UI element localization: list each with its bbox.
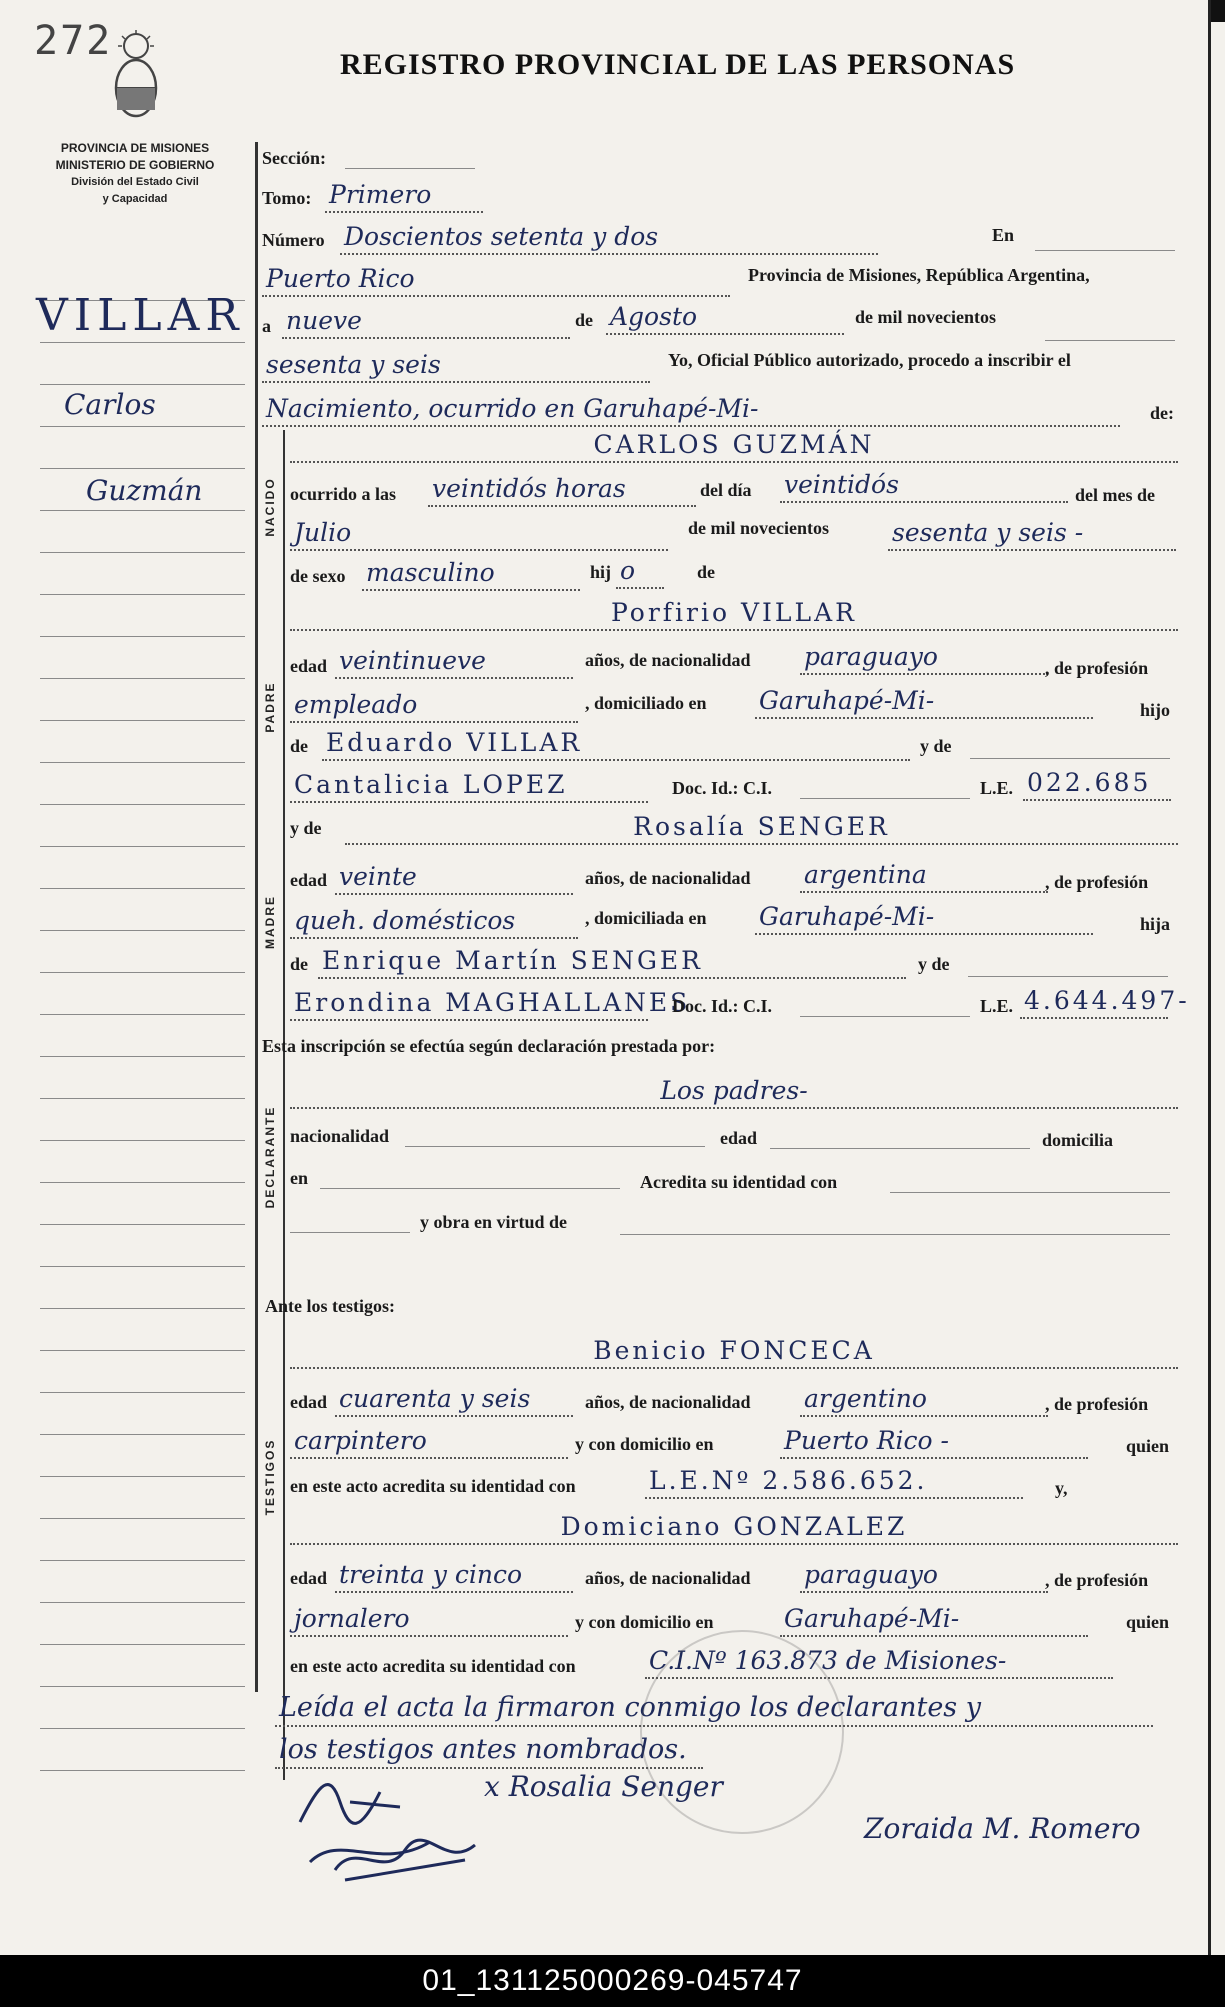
testigo-2-dom: Garuhapé-Mi-	[780, 1604, 1088, 1637]
margin-rule	[40, 1182, 245, 1183]
testigo-2-nombre: Domiciano GONZALEZ	[290, 1512, 1178, 1545]
margin-rule	[40, 426, 245, 427]
declaracion-label: Esta inscripción se efectúa según declaración prestada por:	[262, 1036, 716, 1056]
margin-surname: VILLAR	[36, 290, 245, 341]
closing-line-1: Leída el acta la firmaron conmigo los declarantes y	[275, 1692, 1153, 1727]
madre-nombre: Rosalía SENGER	[345, 812, 1178, 845]
margin-rule	[40, 1476, 245, 1477]
margin-rule	[40, 594, 245, 595]
margin-rule	[40, 930, 245, 931]
margin-rule	[40, 762, 245, 763]
margin-rule	[40, 1770, 245, 1771]
padre-de-label: de	[290, 736, 308, 756]
margin-name-2: Guzmán	[86, 474, 203, 507]
closing-line-2: los testigos antes nombrados.	[275, 1734, 703, 1769]
madre-padre-de: Enrique Martín SENGER	[318, 946, 906, 979]
testigo-1-prof: carpintero	[290, 1426, 568, 1459]
nacido-de-label: de	[697, 562, 715, 582]
margin-rule	[40, 846, 245, 847]
margin-rule	[40, 1308, 245, 1309]
nacido-del-dia-label: del día	[700, 480, 752, 500]
section-padre-label: PADRE	[263, 681, 277, 733]
madre-yde-label: y de	[290, 818, 322, 838]
dia-value: nueve	[282, 306, 570, 339]
declarante-obra-rule-left	[290, 1232, 410, 1233]
padre-edad-label: edad	[290, 656, 328, 676]
declarante-en-rule	[320, 1188, 620, 1189]
padre-dom-value: Garuhapé-Mi-	[755, 686, 1093, 719]
nacido-sexo-label: de sexo	[290, 566, 346, 586]
ministry-line-2: MINISTERIO DE GOBIERNO	[55, 158, 215, 172]
padre-hijo-label: hijo	[1140, 700, 1171, 720]
testigo-1-nac-label: años, de nacionalidad	[585, 1392, 751, 1412]
en-label: En	[992, 225, 1015, 245]
testigo-2-nac-label: años, de nacionalidad	[585, 1568, 751, 1588]
padre-edad-value: veintinueve	[335, 646, 573, 679]
testigo-2-acredita-label: en este acto acredita su identidad con	[290, 1656, 576, 1676]
nacido-mes-value: Julio	[290, 518, 668, 551]
testigo-1-dom-label: y con domicilio en	[575, 1434, 714, 1454]
testigo-1-y: y,	[1055, 1478, 1068, 1498]
padre-nac-value: paraguayo	[800, 642, 1048, 675]
margin-rule	[40, 1434, 245, 1435]
mil-label: de mil novecientos	[855, 307, 996, 327]
section-madre-label: MADRE	[263, 895, 277, 949]
margin-rule	[40, 1560, 245, 1561]
tomo-label: Tomo:	[262, 188, 312, 208]
padre-nac-label: años, de nacionalidad	[585, 650, 751, 670]
declarante-nac-rule	[405, 1146, 705, 1147]
page-edge-line	[1208, 0, 1211, 1955]
declarante-edad-label: edad	[720, 1128, 758, 1148]
testigo-2-edad: treinta y cinco	[335, 1560, 573, 1593]
nacido-dia-value: veintidós	[780, 470, 1068, 503]
seccion-label: Sección:	[262, 148, 326, 168]
testigo-2-dom-label: y con domicilio en	[575, 1612, 714, 1632]
nacido-hijo-label: hij	[590, 562, 612, 582]
ministry-line-1: PROVINCIA DE MISIONES	[60, 141, 210, 155]
testigo-1-nombre: Benicio FONCECA	[290, 1336, 1178, 1369]
madre-de-label: de	[290, 954, 308, 974]
page-number: 272	[34, 18, 113, 64]
declarante-acredita-rule	[890, 1192, 1170, 1193]
madre-madre-de: Erondina MAGHALLANES	[290, 988, 648, 1021]
nacido-nombre: CARLOS GUZMÁN	[290, 430, 1178, 463]
margin-name-1: Carlos	[64, 388, 156, 421]
declarante-edad-rule	[770, 1148, 1030, 1149]
testigo-1-acredita-label: en este acto acredita su identidad con	[290, 1476, 576, 1496]
madre-yde2-label: y de	[918, 954, 950, 974]
a-label: a	[262, 316, 271, 336]
declarante-obra-rule	[620, 1234, 1170, 1235]
padre-doc-rule	[800, 798, 970, 799]
testigo-1-doc: L.E.Nº 2.586.652.	[645, 1466, 1023, 1499]
testigo-1-nac: argentino	[800, 1384, 1048, 1417]
margin-rule	[40, 1014, 245, 1015]
madre-nac-label: años, de nacionalidad	[585, 868, 751, 888]
declarante-domicilio-label: domicilia	[1042, 1130, 1113, 1150]
nacido-mil-label: de mil novecientos	[688, 518, 829, 538]
section-nacido-label: NACIDO	[263, 477, 277, 537]
padre-doc-label: Doc. Id.: C.I.	[672, 778, 773, 798]
madre-edad-label: edad	[290, 870, 328, 890]
margin-rule	[40, 510, 245, 511]
margin-rule	[40, 1644, 245, 1645]
document-title: REGISTRO PROVINCIAL DE LAS PERSONAS	[340, 48, 1016, 81]
madre-yde2-rule	[968, 976, 1168, 977]
nacido-hijo-value: o	[616, 556, 664, 589]
padre-madre-de: Cantalicia LOPEZ	[290, 770, 648, 803]
anio-value: sesenta y seis	[262, 350, 650, 383]
mes-value: Agosto	[606, 302, 844, 335]
de-colon-label: de:	[1150, 403, 1174, 423]
provincia-label: Provincia de Misiones, República Argentina,	[748, 265, 1090, 285]
margin-rule	[40, 1686, 245, 1687]
padre-dom-label: , domiciliado en	[585, 693, 707, 713]
margin-rule	[40, 1056, 245, 1057]
numero-label: Número	[262, 230, 325, 250]
de-label: de	[575, 310, 593, 330]
margin-rule	[40, 1728, 245, 1729]
tomo-value: Primero	[325, 180, 483, 213]
testigo-2-prof: jornalero	[290, 1604, 568, 1637]
madre-le-label: L.E.	[980, 996, 1014, 1016]
ministry-line-3: División del Estado Civil	[71, 176, 199, 188]
signature-oficial: Zoraida M. Romero	[864, 1812, 1141, 1845]
section-testigos-label: TESTIGOS	[263, 1438, 277, 1516]
testigo-2-edad-label: edad	[290, 1568, 328, 1588]
madre-doc-rule	[800, 1016, 970, 1017]
mil-rule	[1045, 340, 1175, 341]
madre-le-value: 4.644.497-	[1020, 986, 1168, 1019]
margin-rule	[40, 636, 245, 637]
nacido-del-mes-label: del mes de	[1075, 485, 1155, 505]
testigo-1-quien: quien	[1126, 1436, 1170, 1456]
margin-rule	[40, 1140, 245, 1141]
padre-le-value: 022.685	[1023, 768, 1171, 801]
section-declarante-label: DECLARANTE	[263, 1105, 277, 1209]
testigo-1-edad: cuarenta y seis	[335, 1384, 573, 1417]
seccion-rule	[345, 168, 475, 169]
declarante-acredita-label: Acredita su identidad con	[640, 1172, 838, 1192]
padre-prof-value: empleado	[290, 690, 578, 723]
declarante-nombre: Los padres-	[290, 1076, 1178, 1109]
en-rule	[1035, 250, 1175, 251]
madre-edad-value: veinte	[335, 862, 573, 895]
madre-doc-label: Doc. Id.: C.I.	[672, 996, 773, 1016]
yo-label: Yo, Oficial Público autorizado, procedo a inscribir el	[668, 350, 1071, 370]
margin-rule	[40, 1224, 245, 1225]
madre-prof-value: queh. domésticos	[290, 906, 578, 939]
ministry-line-4: y Capacidad	[102, 193, 168, 205]
margin-rule	[40, 384, 245, 385]
madre-hija-label: hija	[1140, 914, 1171, 934]
numero-value: Doscientos setenta y dos	[340, 222, 878, 255]
margin-rule	[40, 720, 245, 721]
padre-yde-label: y de	[920, 736, 952, 756]
margin-rule	[40, 888, 245, 889]
nacido-hora-value: veintidós horas	[428, 474, 696, 507]
lugar-value: Puerto Rico	[262, 264, 730, 297]
page-edge-mark	[1211, 0, 1225, 22]
margin-rule	[40, 468, 245, 469]
padre-prof-label: , de profesión	[1045, 658, 1149, 678]
acto-value: Nacimiento, ocurrido en Garuhapé-Mi-	[262, 394, 1120, 427]
declarante-en-label: en	[290, 1168, 308, 1188]
madre-prof-label: , de profesión	[1045, 872, 1149, 892]
nacido-anio-value: sesenta y seis -	[888, 518, 1176, 551]
margin-rule	[40, 1392, 245, 1393]
padre-yde-rule	[970, 758, 1170, 759]
margin-rule	[40, 678, 245, 679]
margin-rule	[40, 804, 245, 805]
madre-dom-value: Garuhapé-Mi-	[755, 902, 1093, 935]
testigo-2-nac: paraguayo	[800, 1560, 1048, 1593]
padre-le-label: L.E.	[980, 778, 1014, 798]
madre-nac-value: argentina	[800, 860, 1048, 893]
margin-rule	[40, 1350, 245, 1351]
margin-rule	[40, 1266, 245, 1267]
testigos-label: Ante los testigos:	[265, 1296, 395, 1316]
section-divider	[255, 142, 258, 1692]
testigo-1-edad-label: edad	[290, 1392, 328, 1412]
testigo-2-prof-label: , de profesión	[1045, 1570, 1149, 1590]
nacido-ocurrido-label: ocurrido a las	[290, 484, 396, 504]
padre-padre-de: Eduardo VILLAR	[322, 728, 910, 761]
footer-image-id: 01_131125000269-045747	[0, 1955, 1225, 2007]
declarante-obra-label: y obra en virtud de	[420, 1212, 568, 1232]
padre-nombre: Porfirio VILLAR	[290, 598, 1178, 631]
declarante-nac-label: nacionalidad	[290, 1126, 390, 1146]
margin-rule	[40, 972, 245, 973]
signature-madre: x Rosalia Senger	[484, 1770, 723, 1803]
margin-rule	[40, 552, 245, 553]
testigo-1-dom: Puerto Rico -	[780, 1426, 1088, 1459]
ministry-header	[30, 140, 240, 208]
signature-testigo-icon	[325, 1830, 485, 1890]
coat-of-arms-icon	[108, 28, 164, 124]
testigo-1-prof-label: , de profesión	[1045, 1394, 1149, 1414]
testigo-2-quien: quien	[1126, 1612, 1170, 1632]
nacido-sexo-value: masculino	[362, 558, 580, 591]
margin-rule	[40, 1098, 245, 1099]
section-divider-inner	[283, 430, 285, 1780]
margin-rule	[40, 1518, 245, 1519]
madre-dom-label: , domiciliada en	[585, 908, 707, 928]
testigo-2-doc: C.I.Nº 163.873 de Misiones-	[645, 1646, 1113, 1679]
margin-rule	[40, 1602, 245, 1603]
